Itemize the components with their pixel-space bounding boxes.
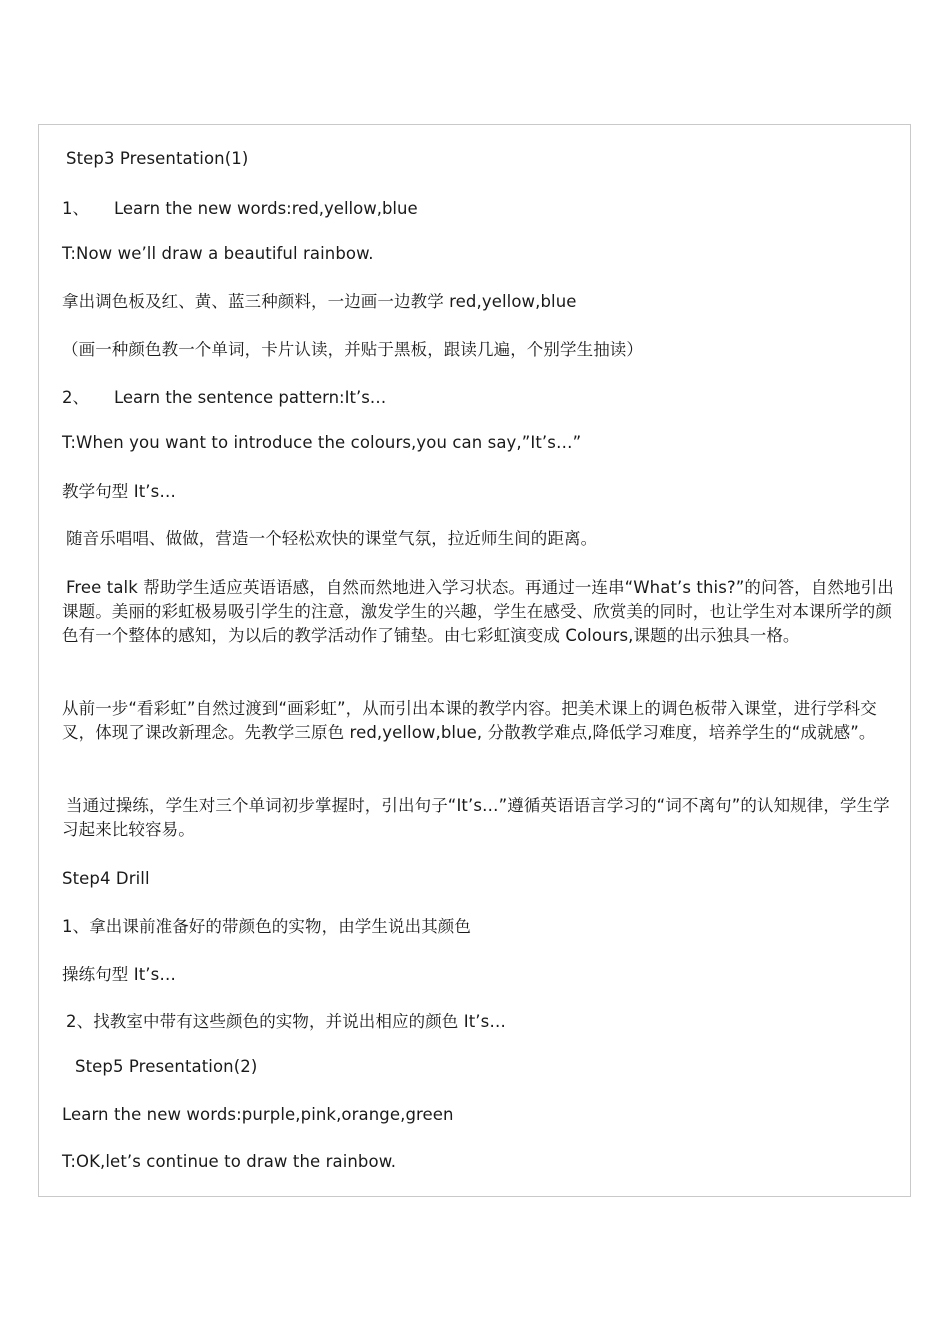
- practice-paragraph: 当通过操练，学生对三个单词初步掌握时，引出句子“It’s…”遵循英语语言学习的“词不离句”的认知规律，学生学习起来比较容易。: [62, 796, 890, 839]
- draw-rainbow-paragraph: 从前一步“看彩虹”自然过渡到“画彩虹”，从而引出本课的教学内容。把美术课上的调色板带入课堂，进行学科交叉，体现了课改新理念。先教学三原色 red,yellow,blue, 分散教学难点,降低学习难度，培养学生的“成就感”。: [62, 699, 877, 742]
- free-talk-paragraph: Free talk 帮助学生适应英语语感，自然而然地进入学习状态。再通过一连串“What’s this?”的问答，自然地引出课题。美丽的彩虹极易吸引学生的注意，激发学生的兴趣，学生在感受、欣赏美的同时，也让学生对本课所学的颜色有一个整体的感知，为以后的教学活动作了铺垫。由七彩虹演变成 Colours,课题的出示独具一格。: [62, 578, 894, 645]
- step3-heading: Step3 Presentation(1): [66, 149, 249, 168]
- list-item-text: Learn the new words:red,yellow,blue: [114, 199, 418, 218]
- list-number: 1、: [62, 199, 89, 218]
- step5-heading: Step5 Presentation(2): [75, 1057, 258, 1076]
- music-paragraph: 随音乐唱唱、做做，营造一个轻松欢快的课堂气氛，拉近师生间的距离。: [66, 529, 598, 548]
- teach-sentence-pattern: 教学句型 It’s…: [62, 482, 176, 501]
- list-item-text: Learn the sentence pattern:It’s…: [114, 388, 387, 407]
- palette-instruction: 拿出调色板及红、黄、蓝三种颜料，一边画一边教学 red,yellow,blue: [62, 292, 577, 311]
- teacher-line-continue: T:OK,let’s continue to draw the rainbow.: [62, 1152, 397, 1171]
- drill-sentence-pattern: 操练句型 It’s…: [62, 965, 176, 984]
- list-item-2: [62, 386, 386, 410]
- list-number: 2、: [62, 388, 89, 407]
- teacher-line-rainbow: T:Now we’ll draw a beautiful rainbow.: [62, 244, 374, 263]
- list-item-1: [62, 197, 418, 221]
- step4-heading: Step4 Drill: [62, 869, 150, 888]
- drill-item-2: 2、找教室中带有这些颜色的实物，并说出相应的颜色 It’s…: [66, 1012, 506, 1031]
- drill-item-1: 1、拿出课前准备好的带颜色的实物，由学生说出其颜色: [62, 917, 471, 936]
- content-frame: [38, 124, 911, 1197]
- teacher-line-colours: T:When you want to introduce the colours,you can say,”It’s…”: [62, 433, 582, 452]
- parenthetical-note: （画一种颜色教一个单词，卡片认读，并贴于黑板，跟读几遍，个别学生抽读）: [62, 340, 643, 359]
- new-words-2: Learn the new words:purple,pink,orange,green: [62, 1105, 454, 1124]
